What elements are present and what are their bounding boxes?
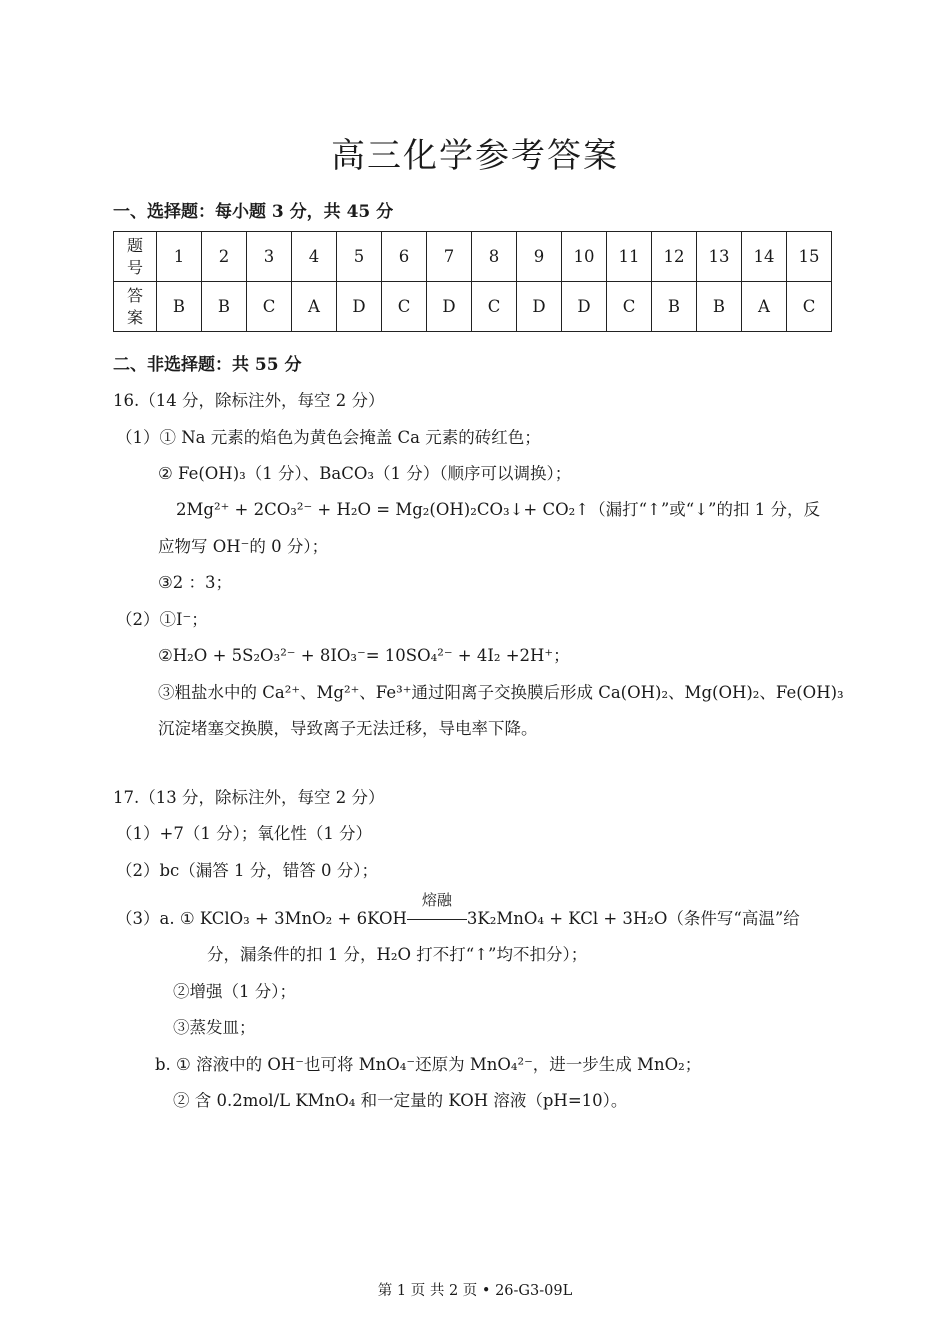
equation-products: 3K₂MnO₄ + KCl + 3H₂O（条件写“高温”给 (466, 909, 800, 928)
table-cell-number: 2 (202, 232, 247, 282)
q17-part3-equation (116, 891, 800, 929)
q17-b-item2: ② 含 0.2mol/L KMnO₄ 和一定量的 KOH 溶液（pH=10）。 (173, 1091, 628, 1110)
table-cell-number: 5 (337, 232, 382, 282)
condition-arrow-bar (407, 919, 467, 920)
table-row-numbers (114, 232, 832, 282)
table-cell-answer: D (427, 282, 472, 332)
table-cell-answer: C (382, 282, 427, 332)
table-header-answer (114, 282, 157, 332)
q17-b-item1: b. ① 溶液中的 OH⁻也可将 MnO₄⁻还原为 MnO₄²⁻，进一步生成 MnO₂； (155, 1055, 702, 1074)
table-row-answers (114, 282, 832, 332)
table-cell-answer: A (742, 282, 787, 332)
section1-heading: 一、选择题：每小题 3 分，共 45 分 (113, 202, 394, 222)
q16-part1-item1: （1）① Na 元素的焰色为黄色会掩盖 Ca 元素的砖红色； (116, 428, 541, 447)
table-cell-answer: C (472, 282, 517, 332)
q16-part2-equation: ②H₂O + 5S₂O₃²⁻ + 8IO₃⁻= 10SO₄²⁻ + 4I₂ +2H⁺； (158, 646, 570, 665)
table-cell-answer: A (292, 282, 337, 332)
row1-header-text: 题号 (126, 235, 143, 277)
table-cell-answer: C (607, 282, 652, 332)
table-cell-number: 8 (472, 232, 517, 282)
table-cell-number: 13 (697, 232, 742, 282)
table-header-number (114, 232, 157, 282)
section2-heading: 二、非选择题：共 55 分 (113, 355, 302, 375)
table-cell-number: 15 (787, 232, 832, 282)
q17-part3-item3: ③蒸发皿； (173, 1018, 256, 1037)
table-cell-number: 7 (427, 232, 472, 282)
table-cell-number: 3 (247, 232, 292, 282)
q16-header: 16.（14 分，除标注外，每空 2 分） (113, 391, 385, 410)
reaction-condition (407, 891, 467, 928)
q16-part1-equation-cont: 应物写 OH⁻的 0 分）； (158, 537, 329, 556)
q16-part1-item2: ② Fe(OH)₃（1 分）、BaCO₃（1 分）（顺序可以调换）； (158, 464, 572, 483)
table-cell-answer: C (787, 282, 832, 332)
table-cell-number: 11 (607, 232, 652, 282)
table-cell-number: 1 (157, 232, 202, 282)
q17-part1: （1）+7（1 分）；氧化性（1 分） (116, 824, 373, 843)
q16-part2-item1: （2）①I⁻； (116, 610, 208, 629)
table-cell-number: 10 (562, 232, 607, 282)
answer-table (113, 231, 832, 332)
q17-header: 17.（13 分，除标注外，每空 2 分） (113, 788, 385, 807)
table-cell-answer: D (562, 282, 607, 332)
condition-label: 熔融 (421, 891, 452, 909)
table-cell-answer: D (337, 282, 382, 332)
table-cell-number: 14 (742, 232, 787, 282)
table-cell-answer: B (202, 282, 247, 332)
table-cell-number: 6 (382, 232, 427, 282)
q16-part1-equation: 2Mg²⁺ + 2CO₃²⁻ + H₂O = Mg₂(OH)₂CO₃↓+ CO₂↑（漏打“↑”或“↓”的扣 1 分，反 (176, 500, 820, 519)
page-footer: 第 1 页 共 2 页 • 26-G3-09L (377, 1283, 573, 1299)
table-cell-answer: B (697, 282, 742, 332)
table-cell-answer: B (157, 282, 202, 332)
page-title: 高三化学参考答案 (331, 136, 619, 176)
equation-reactants: （3）a. ① KClO₃ + 3MnO₂ + 6KOH (116, 909, 407, 928)
row2-header-text: 答案 (126, 285, 143, 327)
table-cell-answer: B (652, 282, 697, 332)
table-cell-number: 9 (517, 232, 562, 282)
table-cell-number: 12 (652, 232, 697, 282)
table-cell-answer: C (247, 282, 292, 332)
q17-part2: （2）bc（漏答 1 分，错答 0 分）； (116, 861, 379, 880)
q16-part2-item3: ③粗盐水中的 Ca²⁺、Mg²⁺、Fe³⁺通过阳离子交换膜后形成 Ca(OH)₂、Mg(OH)₂、Fe(OH)₃ (158, 683, 844, 702)
q17-part3-equation-cont: 分，漏条件的扣 1 分，H₂O 打不打“↑”均不扣分）； (207, 945, 588, 964)
table-cell-number: 4 (292, 232, 337, 282)
q16-part1-item3: ③2 ：3； (158, 573, 233, 592)
table-cell-answer: D (517, 282, 562, 332)
q16-part2-item3-cont: 沉淀堵塞交换膜，导致离子无法迁移，导电率下降。 (158, 719, 538, 738)
q17-part3-item2: ②增强（1 分）； (173, 982, 296, 1001)
